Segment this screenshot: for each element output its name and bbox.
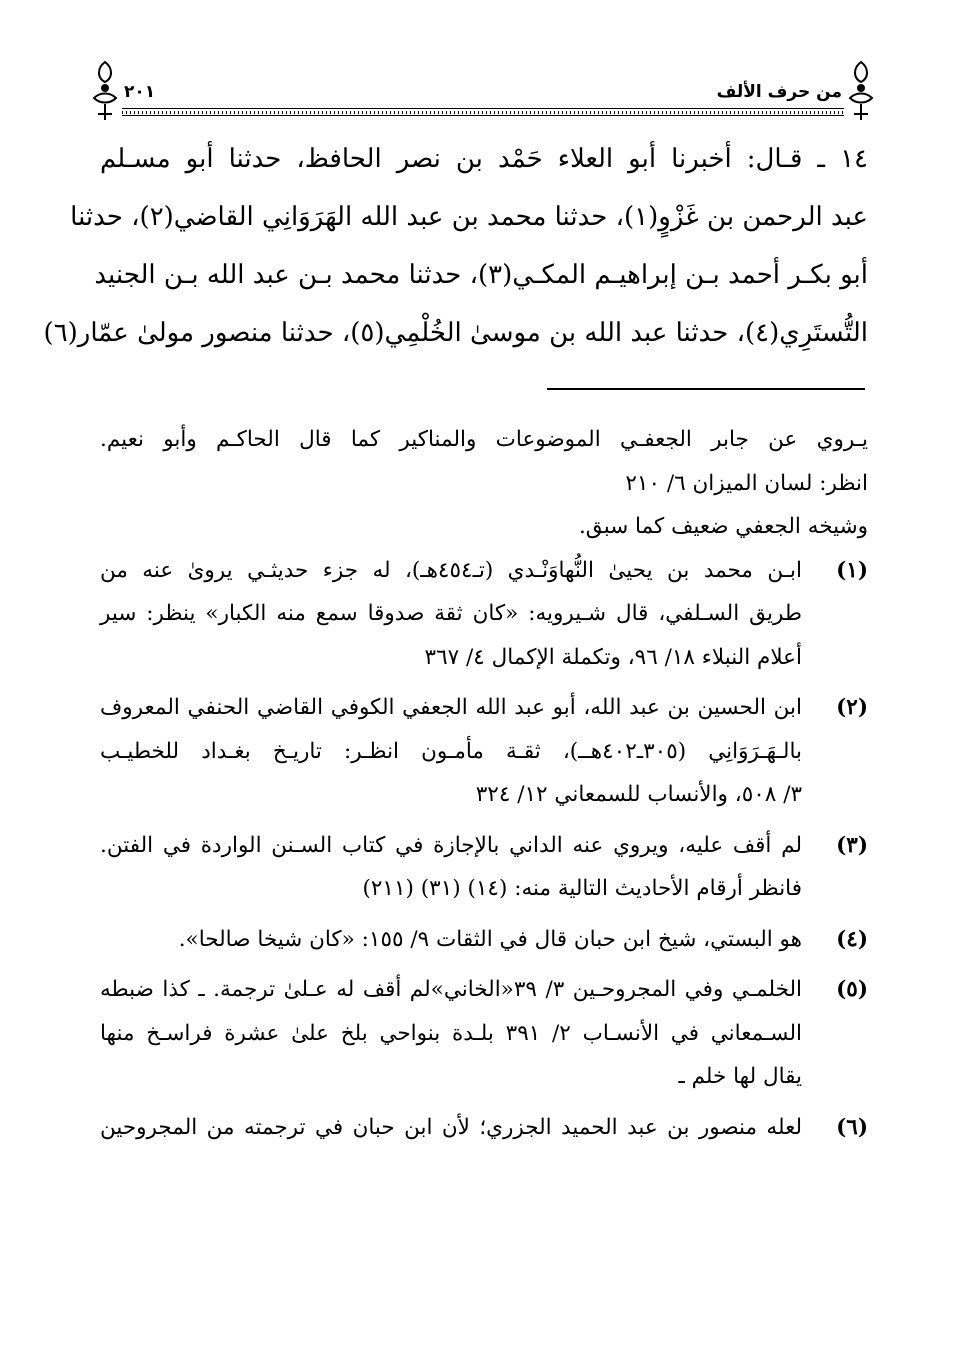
footnote-line: ٣/ ٥٠٨، والأنساب للسمعاني ١٢/ ٣٢٤ (475, 782, 802, 807)
header-rule (122, 108, 844, 116)
footnote-number: (٣) (836, 832, 868, 858)
footnote-line: الخلمـي وفي المجروحـين ٣/ ٣٩«الخاني»لم أقف له عـلىٰ ترجمة. ـ كذا ضبطه (100, 977, 802, 1002)
footnote-number: (٦) (836, 1114, 868, 1140)
chapter-title: من حرف الألف (716, 82, 842, 102)
footnote-1 (100, 549, 868, 680)
footnote-number: (٢) (836, 695, 868, 720)
footnote-line: لعله منصور بن عبد الحميد الجزري؛ لأن ابن حبان في ترجمته من المجروحين (100, 1114, 802, 1140)
footnote-line: انظر: لسان الميزان ٦/ ٢١٠ (625, 470, 868, 496)
footnote-6 (100, 1106, 868, 1150)
header-ornament-icon (90, 58, 120, 124)
main-line: أبو بكـر أحمد بـن إبراهيـم المكـي(٣)، حدثنا محمد بـن عبد الله بـن الجنيد (94, 260, 868, 290)
footnote-number: (١) (836, 557, 868, 583)
footnote-line: ابن الحسين بن عبد الله، أبو عبد الله الجعفي الكوفي القاضي الحنفي المعروف (100, 695, 802, 720)
footnote-line: ابـن محمد بن يحيىٰ النُّهاوَنْـدي (تـ٤٥٤هـ)، له جزء حديثـي يروىٰ عنه من (100, 557, 802, 583)
footnote-continuation (100, 418, 868, 549)
footnotes (100, 418, 868, 1156)
footnote-line: لم أقف عليه، ويروي عنه الداني بالإجازة في كتاب السـنن الواردة في الفتن. (100, 832, 802, 858)
main-line: عبد الرحمن بن غَزْوٍ(١)، حدثنا محمد بن عبد الله الهَرَوَانِي القاضي(٢)، حدثنا (70, 202, 868, 232)
footnote-4 (100, 918, 868, 962)
footnote-line: بالـهَـرَوَانِي (٣٠٥ـ٤٠٢هــ)، ثقـة مأمـون انظـر: تاريـخ بغـداد للخطيـب (100, 738, 802, 764)
footnote-line: يقال لها خلم ـ (678, 1064, 802, 1089)
footnote-line: وشيخه الجعفي ضعيف كما سبق. (578, 514, 868, 539)
footnote-number: (٥) (836, 977, 868, 1002)
footnote-5 (100, 968, 868, 1099)
running-header (94, 58, 872, 106)
footnote-number: (٤) (836, 926, 868, 952)
footnote-line: أعلام النبلاء ١٨/ ٩٦، وتكملة الإكمال ٤/ ٣٦٧ (424, 644, 802, 670)
footnote-line: يـروي عن جابر الجعفـي الموضوعات والمناكير كما قال الحاكـم وأبو نعيم. (100, 427, 868, 452)
main-line: التُّستَرِي(٤)، حدثنا عبد الله بن موسىٰ الخُلْمِي(٥)، حدثنا منصور مولىٰ عمّار(٦) (43, 318, 868, 348)
page-number: ٢٠١ (124, 82, 156, 102)
header-ornament-icon (846, 58, 876, 124)
footnote-line: فانظر أرقام الأحاديث التالية منه: (١٤) (٣١) (٢١١) (362, 876, 802, 901)
footnote-2 (100, 686, 868, 817)
footnote-line: السـمعاني في الأنسـاب ٢/ ٣٩١ بلـدة بنواحي بلخ علىٰ عشرة فراسـخ منها (100, 1020, 803, 1046)
footnote-divider (547, 388, 865, 390)
footnote-line: هو البستي، شيخ ابن حبان قال في الثقات ٩/ ١٥٥: «كان شيخا صالحا». (178, 926, 802, 952)
footnote-line: طريق السـلفي، قال شـيرويه: «كان ثقة صدوقا سمع منه الكبار» ينظر: سير (100, 601, 802, 626)
main-text (43, 130, 868, 362)
footnote-3 (100, 824, 868, 911)
main-line: ١٤ ـ قـال: أخبرنا أبو العلاء حَمْد بن نصر الحافظ، حدثنا أبو مسـلم (100, 144, 868, 174)
